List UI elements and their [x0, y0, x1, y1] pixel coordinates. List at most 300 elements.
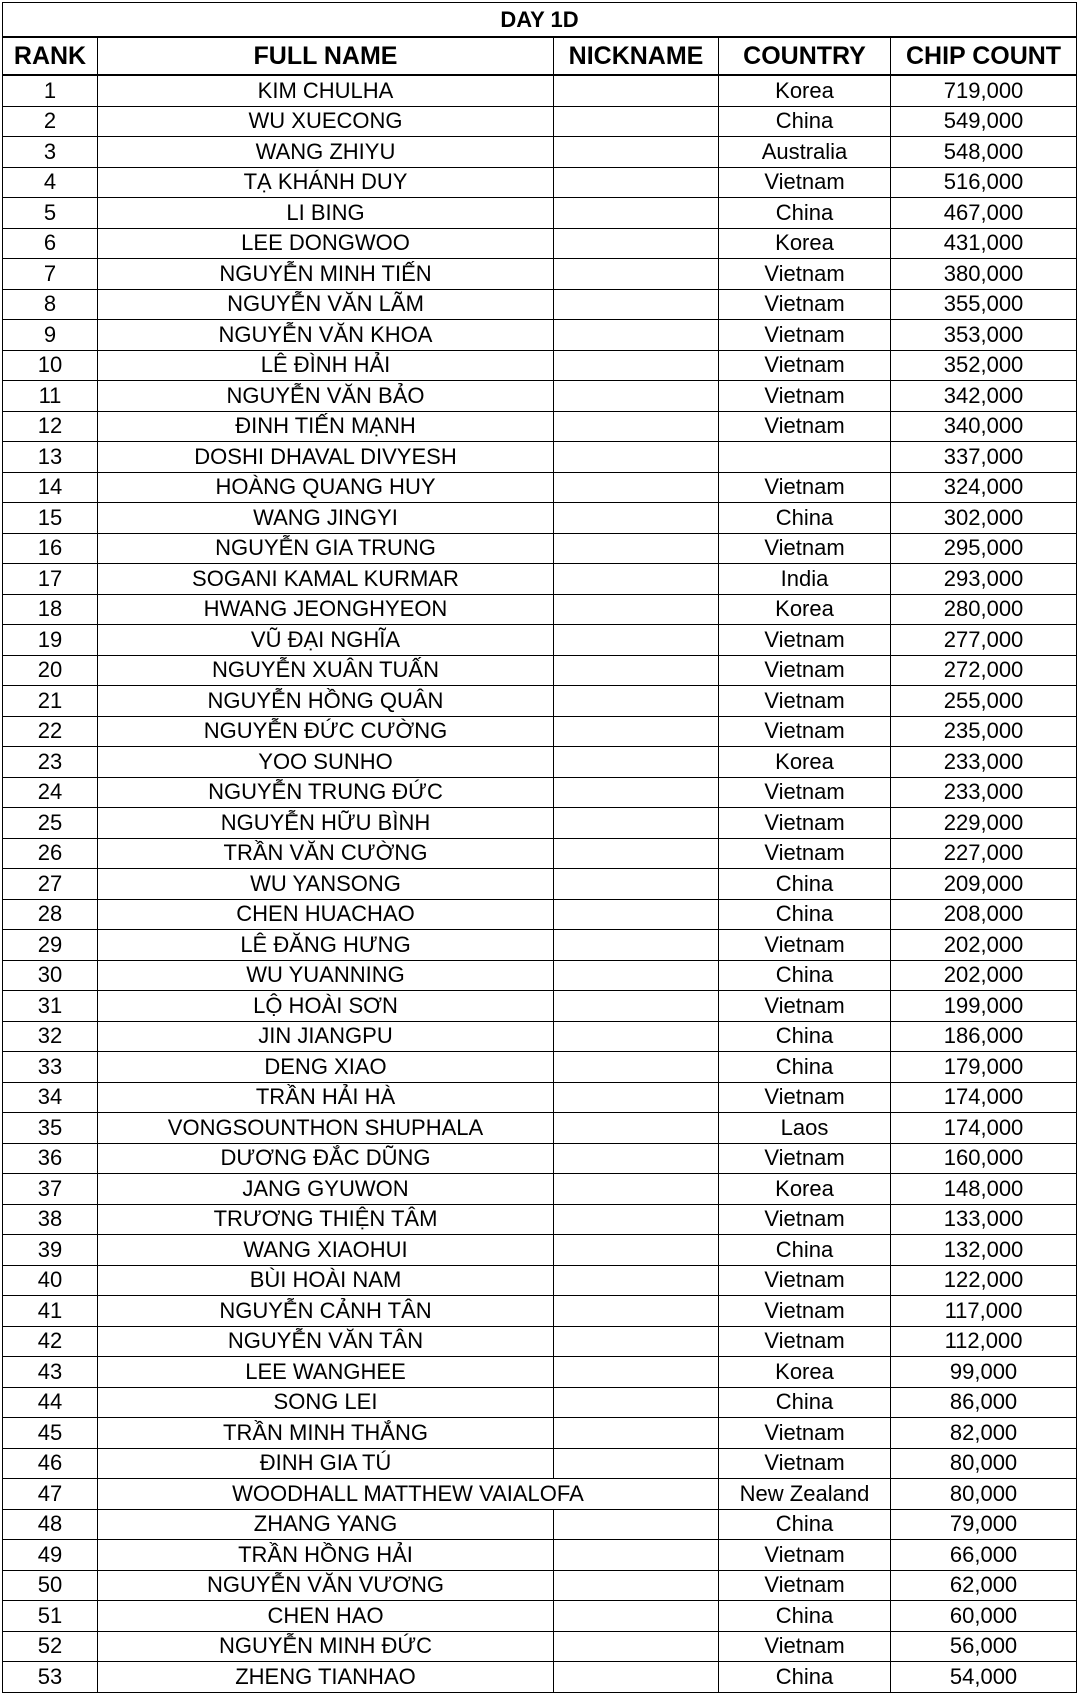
chip-count-cell: 62,000	[891, 1570, 1077, 1601]
nickname-cell	[554, 1296, 719, 1327]
nickname-cell	[554, 808, 719, 839]
chip-count-cell: 122,000	[891, 1265, 1077, 1296]
chip-count-cell: 353,000	[891, 320, 1077, 351]
chip-count-cell: 54,000	[891, 1662, 1077, 1693]
country-cell: Korea	[719, 747, 891, 778]
chip-count-cell: 233,000	[891, 747, 1077, 778]
chip-count-cell: 86,000	[891, 1387, 1077, 1418]
nickname-cell	[554, 472, 719, 503]
table-row	[3, 75, 1077, 106]
table-row	[3, 411, 1077, 442]
chip-count-cell: 295,000	[891, 533, 1077, 564]
country-cell: Vietnam	[719, 1326, 891, 1357]
nickname-cell	[554, 1357, 719, 1388]
rank-cell: 47	[3, 1479, 98, 1510]
table-row	[3, 655, 1077, 686]
table-row	[3, 228, 1077, 259]
rank-cell: 11	[3, 381, 98, 412]
full-name-cell: NGUYỄN HỒNG QUÂN	[98, 686, 554, 717]
nickname-cell	[554, 381, 719, 412]
nickname-cell	[554, 1204, 719, 1235]
chip-count-cell: 179,000	[891, 1052, 1077, 1083]
chip-count-cell: 280,000	[891, 594, 1077, 625]
nickname-cell	[554, 503, 719, 534]
country-cell: China	[719, 1021, 891, 1052]
nickname-cell	[554, 1082, 719, 1113]
country-cell: Vietnam	[719, 1570, 891, 1601]
rank-cell: 13	[3, 442, 98, 473]
rank-cell: 5	[3, 198, 98, 229]
rank-cell: 31	[3, 991, 98, 1022]
chip-count-cell: 229,000	[891, 808, 1077, 839]
full-name-cell: TRẦN HỒNG HẢI	[98, 1540, 554, 1571]
chip-count-cell: 82,000	[891, 1418, 1077, 1449]
full-name-cell: BÙI HOÀI NAM	[98, 1265, 554, 1296]
nickname-cell	[554, 838, 719, 869]
country-cell: China	[719, 1601, 891, 1632]
chip-count-cell: 516,000	[891, 167, 1077, 198]
full-name-cell: LÊ ĐĂNG HƯNG	[98, 930, 554, 961]
rank-cell: 44	[3, 1387, 98, 1418]
chip-count-cell: 202,000	[891, 960, 1077, 991]
country-cell: Vietnam	[719, 1296, 891, 1327]
full-name-cell: LÊ ĐÌNH HẢI	[98, 350, 554, 381]
table-row	[3, 1235, 1077, 1266]
country-cell: Korea	[719, 1357, 891, 1388]
full-name-cell: TẠ KHÁNH DUY	[98, 167, 554, 198]
country-cell: Vietnam	[719, 838, 891, 869]
header-nickname: NICKNAME	[554, 37, 719, 75]
table-row	[3, 747, 1077, 778]
rank-cell: 12	[3, 411, 98, 442]
country-cell: Vietnam	[719, 1540, 891, 1571]
chip-count-cell: 132,000	[891, 1235, 1077, 1266]
rank-cell: 45	[3, 1418, 98, 1449]
rank-cell: 37	[3, 1174, 98, 1205]
country-cell: China	[719, 869, 891, 900]
rank-cell: 27	[3, 869, 98, 900]
country-cell: Vietnam	[719, 350, 891, 381]
nickname-cell	[554, 1631, 719, 1662]
nickname-cell	[554, 686, 719, 717]
table-row	[3, 1540, 1077, 1571]
nickname-cell	[554, 1448, 719, 1479]
rank-cell: 1	[3, 75, 98, 106]
full-name-cell: NGUYỄN VĂN BẢO	[98, 381, 554, 412]
rank-cell: 53	[3, 1662, 98, 1693]
rank-cell: 3	[3, 137, 98, 168]
full-name-cell: JANG GYUWON	[98, 1174, 554, 1205]
country-cell: Vietnam	[719, 716, 891, 747]
nickname-cell	[554, 747, 719, 778]
table-row	[3, 1326, 1077, 1357]
full-name-cell: ĐINH GIA TÚ	[98, 1448, 554, 1479]
chip-count-cell: 352,000	[891, 350, 1077, 381]
table-row	[3, 869, 1077, 900]
table-row	[3, 777, 1077, 808]
full-name-cell: LEE DONGWOO	[98, 228, 554, 259]
full-name-cell: NGUYỄN XUÂN TUẤN	[98, 655, 554, 686]
country-cell: Australia	[719, 137, 891, 168]
full-name-cell: CHEN HUACHAO	[98, 899, 554, 930]
rank-cell: 23	[3, 747, 98, 778]
full-name-cell: NGUYỄN CẢNH TÂN	[98, 1296, 554, 1327]
country-cell: Vietnam	[719, 167, 891, 198]
nickname-cell	[554, 716, 719, 747]
chip-count-cell: 233,000	[891, 777, 1077, 808]
country-cell: Vietnam	[719, 930, 891, 961]
country-cell: Vietnam	[719, 533, 891, 564]
full-name-cell: NGUYỄN GIA TRUNG	[98, 533, 554, 564]
rank-cell: 43	[3, 1357, 98, 1388]
full-name-cell: YOO SUNHO	[98, 747, 554, 778]
nickname-cell	[554, 442, 719, 473]
table-row	[3, 838, 1077, 869]
table-row	[3, 137, 1077, 168]
full-name-cell: ĐINH TIẾN MẠNH	[98, 411, 554, 442]
country-cell: Vietnam	[719, 1448, 891, 1479]
table-row	[3, 1662, 1077, 1693]
table-row	[3, 564, 1077, 595]
nickname-cell	[554, 625, 719, 656]
country-cell: Vietnam	[719, 381, 891, 412]
rank-cell: 7	[3, 259, 98, 290]
rank-cell: 33	[3, 1052, 98, 1083]
full-name-cell: DƯƠNG ĐẮC DŨNG	[98, 1143, 554, 1174]
nickname-cell	[554, 1113, 719, 1144]
table-row	[3, 1204, 1077, 1235]
nickname-cell	[554, 1570, 719, 1601]
rank-cell: 30	[3, 960, 98, 991]
chip-count-cell: 719,000	[891, 75, 1077, 106]
rank-cell: 16	[3, 533, 98, 564]
table-row	[3, 716, 1077, 747]
table-row	[3, 1631, 1077, 1662]
country-cell: China	[719, 899, 891, 930]
nickname-cell	[554, 1235, 719, 1266]
chip-count-cell: 202,000	[891, 930, 1077, 961]
title-row	[3, 3, 1077, 38]
country-cell: India	[719, 564, 891, 595]
full-name-cell: ZHENG TIANHAO	[98, 1662, 554, 1693]
rank-cell: 39	[3, 1235, 98, 1266]
full-name-cell: TRẦN MINH THẮNG	[98, 1418, 554, 1449]
rank-cell: 14	[3, 472, 98, 503]
full-name-cell: ZHANG YANG	[98, 1509, 554, 1540]
rank-cell: 51	[3, 1601, 98, 1632]
nickname-cell	[554, 1387, 719, 1418]
nickname-cell	[554, 137, 719, 168]
full-name-cell: LEE WANGHEE	[98, 1357, 554, 1388]
rank-cell: 46	[3, 1448, 98, 1479]
rank-cell: 41	[3, 1296, 98, 1327]
header-row	[3, 37, 1077, 75]
country-cell: Vietnam	[719, 1143, 891, 1174]
rank-cell: 29	[3, 930, 98, 961]
table-row	[3, 1143, 1077, 1174]
chip-count-cell: 227,000	[891, 838, 1077, 869]
header-full-name: FULL NAME	[98, 37, 554, 75]
rank-cell: 40	[3, 1265, 98, 1296]
nickname-cell	[554, 777, 719, 808]
full-name-cell: DOSHI DHAVAL DIVYESH	[98, 442, 554, 473]
full-name-cell: WU YUANNING	[98, 960, 554, 991]
nickname-cell	[554, 655, 719, 686]
chip-count-table	[2, 2, 1077, 1693]
chip-count-cell: 431,000	[891, 228, 1077, 259]
full-name-cell: CHEN HAO	[98, 1601, 554, 1632]
table-row	[3, 442, 1077, 473]
chip-count-cell: 209,000	[891, 869, 1077, 900]
chip-count-cell: 324,000	[891, 472, 1077, 503]
country-cell: New Zealand	[719, 1479, 891, 1510]
country-cell: China	[719, 503, 891, 534]
table-row	[3, 899, 1077, 930]
table-row	[3, 533, 1077, 564]
rank-cell: 2	[3, 106, 98, 137]
table-row	[3, 1113, 1077, 1144]
country-cell: China	[719, 1387, 891, 1418]
full-name-cell: DENG XIAO	[98, 1052, 554, 1083]
table-row	[3, 1418, 1077, 1449]
nickname-cell	[554, 198, 719, 229]
full-name-cell: TRẦN VĂN CƯỜNG	[98, 838, 554, 869]
country-cell: Vietnam	[719, 1265, 891, 1296]
table-row	[3, 381, 1077, 412]
chip-count-cell: 255,000	[891, 686, 1077, 717]
nickname-cell	[554, 1509, 719, 1540]
chip-count-cell: 272,000	[891, 655, 1077, 686]
table-row	[3, 1448, 1077, 1479]
table-row	[3, 808, 1077, 839]
full-name-cell: NGUYỄN ĐỨC CƯỜNG	[98, 716, 554, 747]
header-country: COUNTRY	[719, 37, 891, 75]
full-name-cell: WU YANSONG	[98, 869, 554, 900]
table-row	[3, 991, 1077, 1022]
country-cell: Vietnam	[719, 259, 891, 290]
chip-count-cell: 302,000	[891, 503, 1077, 534]
full-name-cell: TRẦN HẢI HÀ	[98, 1082, 554, 1113]
country-cell: Vietnam	[719, 411, 891, 442]
table-row	[3, 1570, 1077, 1601]
chip-count-cell: 355,000	[891, 289, 1077, 320]
country-cell: Korea	[719, 594, 891, 625]
chip-count-cell: 66,000	[891, 1540, 1077, 1571]
chip-count-cell: 174,000	[891, 1113, 1077, 1144]
full-name-cell: NGUYỄN MINH ĐỨC	[98, 1631, 554, 1662]
chip-count-cell: 56,000	[891, 1631, 1077, 1662]
full-name-cell: VONGSOUNTHON SHUPHALA	[98, 1113, 554, 1144]
full-name-cell: NGUYỄN VĂN KHOA	[98, 320, 554, 351]
country-cell: Vietnam	[719, 472, 891, 503]
chip-count-cell: 99,000	[891, 1357, 1077, 1388]
chip-count-cell: 199,000	[891, 991, 1077, 1022]
rank-cell: 6	[3, 228, 98, 259]
table-row	[3, 1387, 1077, 1418]
rank-cell: 19	[3, 625, 98, 656]
rank-cell: 50	[3, 1570, 98, 1601]
nickname-cell	[554, 533, 719, 564]
country-cell: China	[719, 198, 891, 229]
full-name-cell: WU XUECONG	[98, 106, 554, 137]
full-name-cell: VŨ ĐẠI NGHĨA	[98, 625, 554, 656]
table-row	[3, 167, 1077, 198]
country-cell	[719, 442, 891, 473]
country-cell: Vietnam	[719, 625, 891, 656]
full-name-cell: LI BING	[98, 198, 554, 229]
chip-count-cell: 112,000	[891, 1326, 1077, 1357]
nickname-cell	[554, 320, 719, 351]
country-cell: Vietnam	[719, 289, 891, 320]
country-cell: Korea	[719, 75, 891, 106]
rank-cell: 8	[3, 289, 98, 320]
rank-cell: 20	[3, 655, 98, 686]
table-row	[3, 1082, 1077, 1113]
chip-count-cell: 340,000	[891, 411, 1077, 442]
table-row	[3, 1601, 1077, 1632]
country-cell: China	[719, 1235, 891, 1266]
nickname-cell	[554, 991, 719, 1022]
nickname-cell	[554, 1265, 719, 1296]
nickname-cell	[554, 75, 719, 106]
chip-count-cell: 160,000	[891, 1143, 1077, 1174]
nickname-cell	[554, 167, 719, 198]
full-name-cell: NGUYỄN HỮU BÌNH	[98, 808, 554, 839]
country-cell: China	[719, 106, 891, 137]
full-name-cell: TRƯƠNG THIỆN TÂM	[98, 1204, 554, 1235]
rank-cell: 52	[3, 1631, 98, 1662]
rank-cell: 4	[3, 167, 98, 198]
full-name-cell: JIN JIANGPU	[98, 1021, 554, 1052]
table-row	[3, 625, 1077, 656]
chip-count-cell: 174,000	[891, 1082, 1077, 1113]
country-cell: Vietnam	[719, 808, 891, 839]
nickname-cell	[554, 1540, 719, 1571]
chip-count-cell: 117,000	[891, 1296, 1077, 1327]
table-body	[3, 75, 1077, 1692]
rank-cell: 25	[3, 808, 98, 839]
country-cell: Vietnam	[719, 320, 891, 351]
table-row	[3, 503, 1077, 534]
table-row	[3, 1021, 1077, 1052]
rank-cell: 35	[3, 1113, 98, 1144]
country-cell: Vietnam	[719, 655, 891, 686]
rank-cell: 9	[3, 320, 98, 351]
rank-cell: 26	[3, 838, 98, 869]
nickname-cell	[554, 1143, 719, 1174]
table-row	[3, 1265, 1077, 1296]
rank-cell: 21	[3, 686, 98, 717]
table-title: DAY 1D	[3, 3, 1077, 38]
rank-cell: 38	[3, 1204, 98, 1235]
nickname-cell	[554, 289, 719, 320]
country-cell: Vietnam	[719, 686, 891, 717]
table-row	[3, 930, 1077, 961]
nickname-cell	[554, 259, 719, 290]
full-name-cell: NGUYỄN VĂN TÂN	[98, 1326, 554, 1357]
country-cell: China	[719, 1662, 891, 1693]
chip-count-cell: 133,000	[891, 1204, 1077, 1235]
nickname-cell	[554, 1326, 719, 1357]
chip-count-cell: 80,000	[891, 1479, 1077, 1510]
table-row	[3, 289, 1077, 320]
country-cell: Vietnam	[719, 1418, 891, 1449]
table-row	[3, 198, 1077, 229]
table-row	[3, 1174, 1077, 1205]
table-row	[3, 1296, 1077, 1327]
rank-cell: 36	[3, 1143, 98, 1174]
full-name-cell: HOÀNG QUANG HUY	[98, 472, 554, 503]
rank-cell: 42	[3, 1326, 98, 1357]
table-row	[3, 1479, 1077, 1510]
nickname-cell	[554, 411, 719, 442]
rank-cell: 18	[3, 594, 98, 625]
table-row	[3, 259, 1077, 290]
chip-count-cell: 342,000	[891, 381, 1077, 412]
full-name-cell: WOODHALL MATTHEW VAIALOFA	[98, 1479, 719, 1510]
table-row	[3, 320, 1077, 351]
nickname-cell	[554, 930, 719, 961]
nickname-cell	[554, 869, 719, 900]
country-cell: Korea	[719, 1174, 891, 1205]
rank-cell: 49	[3, 1540, 98, 1571]
country-cell: China	[719, 960, 891, 991]
chip-count-cell: 467,000	[891, 198, 1077, 229]
table-row	[3, 1357, 1077, 1388]
full-name-cell: WANG XIAOHUI	[98, 1235, 554, 1266]
country-cell: Vietnam	[719, 991, 891, 1022]
country-cell: Vietnam	[719, 1082, 891, 1113]
header-rank: RANK	[3, 37, 98, 75]
chip-count-cell: 337,000	[891, 442, 1077, 473]
rank-cell: 22	[3, 716, 98, 747]
chip-count-cell: 186,000	[891, 1021, 1077, 1052]
nickname-cell	[554, 1052, 719, 1083]
header-chip-count: CHIP COUNT	[891, 37, 1077, 75]
chip-count-cell: 548,000	[891, 137, 1077, 168]
chip-count-cell: 60,000	[891, 1601, 1077, 1632]
full-name-cell: NGUYỄN VĂN VƯƠNG	[98, 1570, 554, 1601]
table-row	[3, 106, 1077, 137]
rank-cell: 17	[3, 564, 98, 595]
country-cell: Vietnam	[719, 1631, 891, 1662]
country-cell: Vietnam	[719, 1204, 891, 1235]
rank-cell: 32	[3, 1021, 98, 1052]
nickname-cell	[554, 1418, 719, 1449]
full-name-cell: WANG ZHIYU	[98, 137, 554, 168]
table-row	[3, 350, 1077, 381]
full-name-cell: SOGANI KAMAL KURMAR	[98, 564, 554, 595]
full-name-cell: WANG JINGYI	[98, 503, 554, 534]
rank-cell: 10	[3, 350, 98, 381]
rank-cell: 24	[3, 777, 98, 808]
country-cell: China	[719, 1509, 891, 1540]
full-name-cell: KIM CHULHA	[98, 75, 554, 106]
nickname-cell	[554, 228, 719, 259]
table-row	[3, 960, 1077, 991]
full-name-cell: NGUYỄN VĂN LÃM	[98, 289, 554, 320]
table-row	[3, 1052, 1077, 1083]
full-name-cell: NGUYỄN TRUNG ĐỨC	[98, 777, 554, 808]
rank-cell: 28	[3, 899, 98, 930]
rank-cell: 48	[3, 1509, 98, 1540]
chip-count-cell: 380,000	[891, 259, 1077, 290]
nickname-cell	[554, 1174, 719, 1205]
chip-count-cell: 293,000	[891, 564, 1077, 595]
full-name-cell: HWANG JEONGHYEON	[98, 594, 554, 625]
chip-count-cell: 148,000	[891, 1174, 1077, 1205]
nickname-cell	[554, 899, 719, 930]
